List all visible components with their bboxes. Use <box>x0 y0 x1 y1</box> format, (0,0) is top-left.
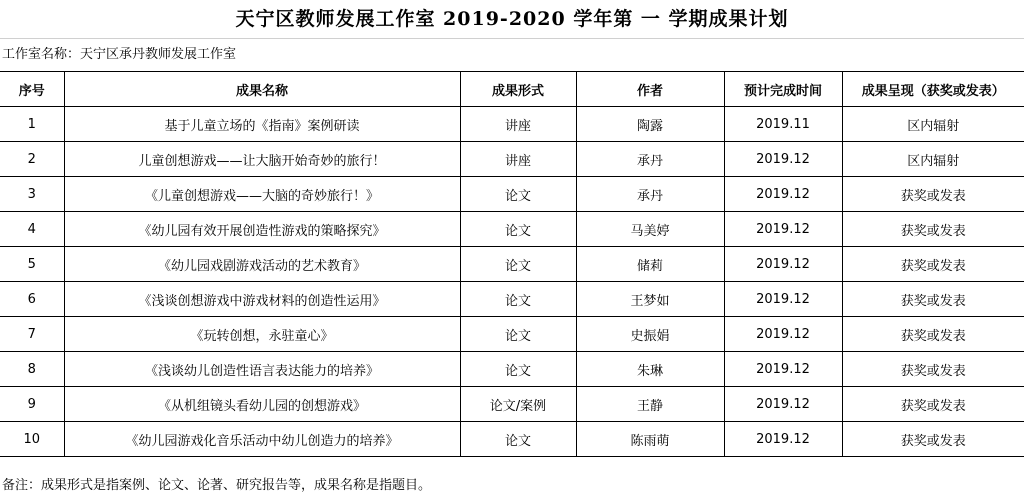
table-row <box>0 387 1024 422</box>
table-row <box>0 422 1024 457</box>
cell-index: 10 <box>0 422 64 457</box>
cell-title: 《幼儿园戏剧游戏活动的艺术教育》 <box>64 247 460 282</box>
cell-outcome: 获奖或发表 <box>842 247 1024 282</box>
header-due-date: 预计完成时间 <box>724 72 842 107</box>
cell-form: 论文/案例 <box>460 387 576 422</box>
cell-due-date: 2019.12 <box>724 247 842 282</box>
cell-author: 马美婷 <box>576 212 724 247</box>
table-row <box>0 247 1024 282</box>
cell-due-date: 2019.12 <box>724 282 842 317</box>
table-row <box>0 317 1024 352</box>
achievement-plan-table <box>0 71 1024 457</box>
cell-form: 论文 <box>460 422 576 457</box>
cell-form: 论文 <box>460 247 576 282</box>
table-row <box>0 142 1024 177</box>
table-row <box>0 107 1024 142</box>
cell-outcome: 获奖或发表 <box>842 387 1024 422</box>
cell-index: 5 <box>0 247 64 282</box>
cell-author: 陈雨萌 <box>576 422 724 457</box>
cell-outcome: 区内辐射 <box>842 142 1024 177</box>
header-outcome: 成果呈现（获奖或发表） <box>842 72 1024 107</box>
cell-outcome: 获奖或发表 <box>842 177 1024 212</box>
header-form: 成果形式 <box>460 72 576 107</box>
cell-title: 《从机组镜头看幼儿园的创想游戏》 <box>64 387 460 422</box>
table-header-row <box>0 72 1024 107</box>
cell-index: 8 <box>0 352 64 387</box>
cell-due-date: 2019.12 <box>724 352 842 387</box>
cell-form: 论文 <box>460 212 576 247</box>
cell-title: 《儿童创想游戏——大脑的奇妙旅行！》 <box>64 177 460 212</box>
header-author: 作者 <box>576 72 724 107</box>
cell-due-date: 2019.11 <box>724 107 842 142</box>
cell-author: 承丹 <box>576 177 724 212</box>
cell-due-date: 2019.12 <box>724 212 842 247</box>
cell-form: 讲座 <box>460 142 576 177</box>
cell-form: 论文 <box>460 352 576 387</box>
cell-index: 3 <box>0 177 64 212</box>
cell-outcome: 获奖或发表 <box>842 352 1024 387</box>
cell-form: 论文 <box>460 282 576 317</box>
header-title: 成果名称 <box>64 72 460 107</box>
cell-title: 《玩转创想，永驻童心》 <box>64 317 460 352</box>
cell-form: 讲座 <box>460 107 576 142</box>
cell-due-date: 2019.12 <box>724 387 842 422</box>
cell-index: 4 <box>0 212 64 247</box>
cell-index: 2 <box>0 142 64 177</box>
cell-due-date: 2019.12 <box>724 142 842 177</box>
cell-author: 承丹 <box>576 142 724 177</box>
cell-outcome: 获奖或发表 <box>842 282 1024 317</box>
cell-title: 《幼儿园游戏化音乐活动中幼儿创造力的培养》 <box>64 422 460 457</box>
cell-outcome: 获奖或发表 <box>842 317 1024 352</box>
cell-author: 朱琳 <box>576 352 724 387</box>
cell-index: 1 <box>0 107 64 142</box>
cell-author: 史振娟 <box>576 317 724 352</box>
cell-title: 基于儿童立场的《指南》案例研读 <box>64 107 460 142</box>
cell-outcome: 获奖或发表 <box>842 422 1024 457</box>
page-title: 天宁区教师发展工作室 2019-2020 学年第 一 学期成果计划 <box>0 0 1024 39</box>
cell-due-date: 2019.12 <box>724 317 842 352</box>
cell-author: 储莉 <box>576 247 724 282</box>
cell-outcome: 获奖或发表 <box>842 212 1024 247</box>
cell-due-date: 2019.12 <box>724 422 842 457</box>
cell-author: 王静 <box>576 387 724 422</box>
table-row <box>0 352 1024 387</box>
header-index: 序号 <box>0 72 64 107</box>
cell-title: 《幼儿园有效开展创造性游戏的策略探究》 <box>64 212 460 247</box>
table-row <box>0 282 1024 317</box>
cell-title: 《浅谈幼儿创造性语言表达能力的培养》 <box>64 352 460 387</box>
table-row <box>0 212 1024 247</box>
cell-title: 儿童创想游戏——让大脑开始奇妙的旅行！ <box>64 142 460 177</box>
footnote: 备注：成果形式是指案例、论文、论著、研究报告等，成果名称是指题目。 <box>2 478 432 493</box>
cell-author: 陶露 <box>576 107 724 142</box>
cell-index: 7 <box>0 317 64 352</box>
table-row <box>0 177 1024 212</box>
cell-due-date: 2019.12 <box>724 177 842 212</box>
cell-outcome: 区内辐射 <box>842 107 1024 142</box>
cell-index: 9 <box>0 387 64 422</box>
cell-author: 王梦如 <box>576 282 724 317</box>
cell-index: 6 <box>0 282 64 317</box>
studio-name-line: 工作室名称：天宁区承丹教师发展工作室 <box>0 39 1024 72</box>
cell-form: 论文 <box>460 317 576 352</box>
cell-form: 论文 <box>460 177 576 212</box>
cell-title: 《浅谈创想游戏中游戏材料的创造性运用》 <box>64 282 460 317</box>
